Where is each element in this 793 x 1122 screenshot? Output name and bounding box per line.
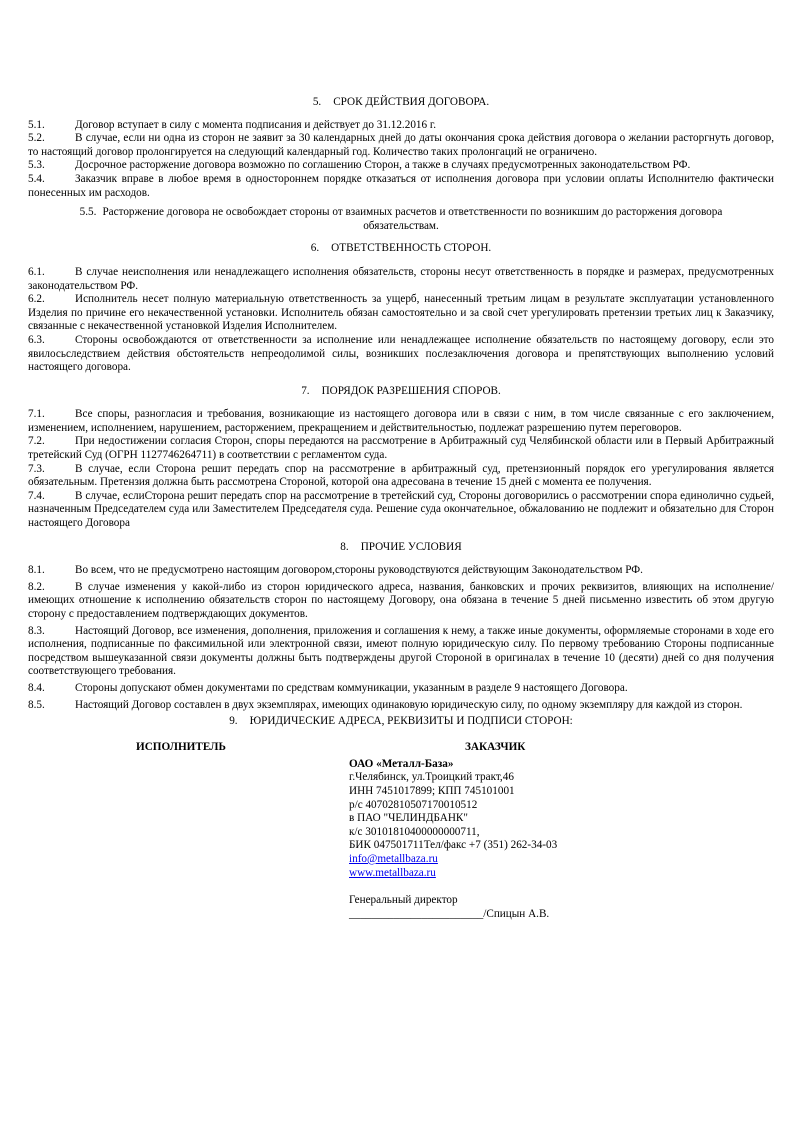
clause <box>28 293 774 334</box>
clause-number: 5.5. <box>79 206 97 219</box>
clause-number: 5.1. <box>28 118 45 131</box>
clause-text: Договор вступает в силу с момента подписания и действует до 31.12.2016 г. <box>75 118 437 131</box>
section-number: 6. <box>310 242 320 255</box>
clause-number: 7.1. <box>28 408 45 421</box>
clause-text: В случае неисполнения или ненадлежащего исполнения обязательств, стороны несут ответственность в порядке и размерах, предусмотренных законодательством РФ. <box>28 265 774 292</box>
section-8-heading <box>28 541 774 555</box>
clause <box>28 463 774 490</box>
clause-number: 8.1. <box>28 564 45 577</box>
clause <box>28 564 774 578</box>
clause <box>28 625 774 679</box>
section-5-heading <box>28 96 774 110</box>
clause-centered <box>42 206 760 233</box>
section-number: 9. <box>229 715 238 728</box>
clause <box>28 159 774 173</box>
clause-text: В случае, если Сторона решит передать спор на рассмотрение в арбитражный суд, претензионный порядок его урегулирования является обязательным. Претензия должна быть рассмотрена Стороной, которой она адресована в течение 15 дней с момента ее получения. <box>28 462 774 489</box>
section-number: 8. <box>340 540 349 553</box>
section-6-heading <box>28 242 774 256</box>
section-7-heading <box>28 385 774 399</box>
clause <box>28 435 774 462</box>
clause-text: Во всем, что не предусмотрено настоящим договором,стороны руководствуются действующим Законодательством РФ. <box>75 564 643 577</box>
clause-text: Все споры, разногласия и требования, возникающие из настоящего договора или в связи с ним, в том числе связанные с его заключением, изменением, исполнением, нарушением, расторжением, прекращением и действительностью, подлежат разрешению путем переговоров. <box>28 408 774 434</box>
clause-number: 6.1. <box>28 265 45 278</box>
section-9-heading <box>28 715 774 729</box>
customer-inn-kpp: ИНН 7451017899; КПП 745101001 <box>349 784 515 797</box>
clause-text: Досрочное расторжение договора возможно по соглашению Сторон, а также в случаях предусмотренных законодательством РФ. <box>75 159 691 172</box>
section-title: ПРОЧИЕ УСЛОВИЯ <box>360 540 462 553</box>
customer-corr-account: к/с 30101810400000000711, <box>349 825 480 838</box>
executor-label: ИСПОЛНИТЕЛЬ <box>136 740 226 753</box>
clause <box>28 119 774 133</box>
clause-text: Исполнитель несет полную материальную ответственность за ущерб, нанесенный третьим лицам в результате эксплуатации установленного Изделия по причине его некачественной установки. Исполнитель обязан самостоятельно и за свой счет урегулировать претензии третьих лиц к Заказчику, связанные с некачественной установкой Изделия Исполнителем. <box>28 293 774 333</box>
clause-number: 8.5. <box>28 698 45 711</box>
customer-bank: в ПАО "ЧЕЛИНДБАНК" <box>349 812 468 825</box>
customer-signature-line: ________________________/Спицын А.В. <box>349 907 550 920</box>
clause-text: Стороны допускают обмен документами по средствам коммуникации, указанным в разделе 9 настоящего Договора. <box>75 681 628 694</box>
clause-text: Настоящий Договор составлен в двух экземплярах, имеющих одинаковую юридическую силу, по одному экземпляру для каждой из сторон. <box>75 698 743 711</box>
section-title: ПОРЯДОК РАЗРЕШЕНИЯ СПОРОВ. <box>321 384 501 397</box>
section-number: 7. <box>301 384 310 397</box>
customer-account: р/с 40702810507170010512 <box>349 798 478 811</box>
section-number: 5. <box>312 96 322 108</box>
clause-number: 7.3. <box>28 462 45 475</box>
clause-number: 7.2. <box>28 435 45 448</box>
section-title: СРОК ДЕЙСТВИЯ ДОГОВОРА. <box>333 96 490 108</box>
clause <box>28 490 774 531</box>
section-title: ЮРИДИЧЕСКИЕ АДРЕСА, РЕКВИЗИТЫ И ПОДПИСИ СТОРОН: <box>249 715 573 728</box>
clause <box>28 334 774 375</box>
clause <box>28 173 774 200</box>
clause <box>28 699 774 713</box>
contract-page <box>28 96 774 941</box>
clause-number: 5.4. <box>28 172 45 185</box>
clause-number: 5.2. <box>28 132 45 145</box>
spacer <box>349 880 557 894</box>
customer-company-name: ОАО «Металл-База» <box>349 757 454 770</box>
clause-text: При недостижении согласия Сторон, споры передаются на рассмотрение в Арбитражный суд Челябинской области или в Первый Арбитражный третейский Суд (ОГРН 1127746264711) в соответствии с регламентом суда. <box>28 435 774 462</box>
clause-text: В случае, если ни одна из сторон не заявит за 30 календарных дней до даты окончания срока действия договора о желании расторгнуть договор, то настоящий договор пролонгируется на следующий календарный год. Количество таких пролонгаций не ограничено. <box>28 132 774 158</box>
clause <box>28 408 774 435</box>
clause-text: Расторжение договора не освобождает стороны от взаимных расчетов и ответственности по возникшим до расторжения договора обязательствам. <box>102 206 723 232</box>
customer-website-link[interactable]: www.metallbaza.ru <box>349 866 436 879</box>
clause-number: 8.2. <box>28 580 45 593</box>
clause-number: 8.3. <box>28 624 45 637</box>
clause-number: 6.2. <box>28 293 45 306</box>
clause-text: В случае, еслиСторона решит передать спор на рассмотрение в третейский суд, Стороны договорились о рассмотрении спора единолично судьей, назначенным Председателем суда или Заместителем Председателя суда. Решение суда окончательное, обжалованию не подлежит и обязательно для Сторон настоящего Договора <box>28 489 774 530</box>
clause-number: 8.4. <box>28 681 45 694</box>
clause <box>28 682 774 696</box>
clause-text: Стороны освобождаются от ответственности за исполнение или ненадлежащее исполнение обязательств по настоящему договору, если это явилосьследствием действия обстоятельств непреодолимой силы, возникших послезаключения договора и препятствующих выполнению условий настоящего договора. <box>28 333 774 374</box>
signature-block <box>28 741 774 941</box>
customer-label: ЗАКАЗЧИК <box>465 740 526 753</box>
customer-signatory-position: Генеральный директор <box>349 894 458 907</box>
clause-text: В случае изменения у какой-либо из сторон юридического адреса, названия, банковских и прочих реквизитов, влияющих на исполнение/имеющих отношение к исполнению обязательств сторон по настоящему Договору, она обязана в течение 5 дней письменно известить об этом другую сторону с предоставлением подтверждающих документов. <box>28 580 774 620</box>
section-title: ОТВЕТСТВЕННОСТЬ СТОРОН. <box>331 242 492 255</box>
clause-text: Настоящий Договор, все изменения, дополнения, приложения и соглашения к нему, а также иные документы, оформляемые сторонами в ходе его исполнения, подписанные по факсимильной или электронной связи, имеют полную юридическую силу. По первому требованию Стороны подписанные посредством вышеуказанной связи документы должны быть подтверждены другой Стороной в оригиналах в течение 10 (десяти) дней со дня получения соответствующего требования. <box>28 624 774 678</box>
clause-text: Заказчик вправе в любое время в одностороннем порядке отказаться от исполнения договора при условии оплаты Исполнителю фактически понесенных им расходов. <box>28 172 774 199</box>
customer-bik-phone: БИК 047501711Тел/факс +7 (351) 262-34-03 <box>349 839 558 852</box>
clause <box>28 266 774 293</box>
clause <box>28 132 774 159</box>
clause-number: 5.3. <box>28 159 45 172</box>
customer-address: г.Челябинск, ул.Троицкий тракт,46 <box>349 771 514 784</box>
customer-email-link[interactable]: info@metallbaza.ru <box>349 852 438 865</box>
customer-details <box>349 758 557 922</box>
clause-number: 6.3. <box>28 333 45 346</box>
clause <box>28 581 774 622</box>
clause-number: 7.4. <box>28 489 45 502</box>
